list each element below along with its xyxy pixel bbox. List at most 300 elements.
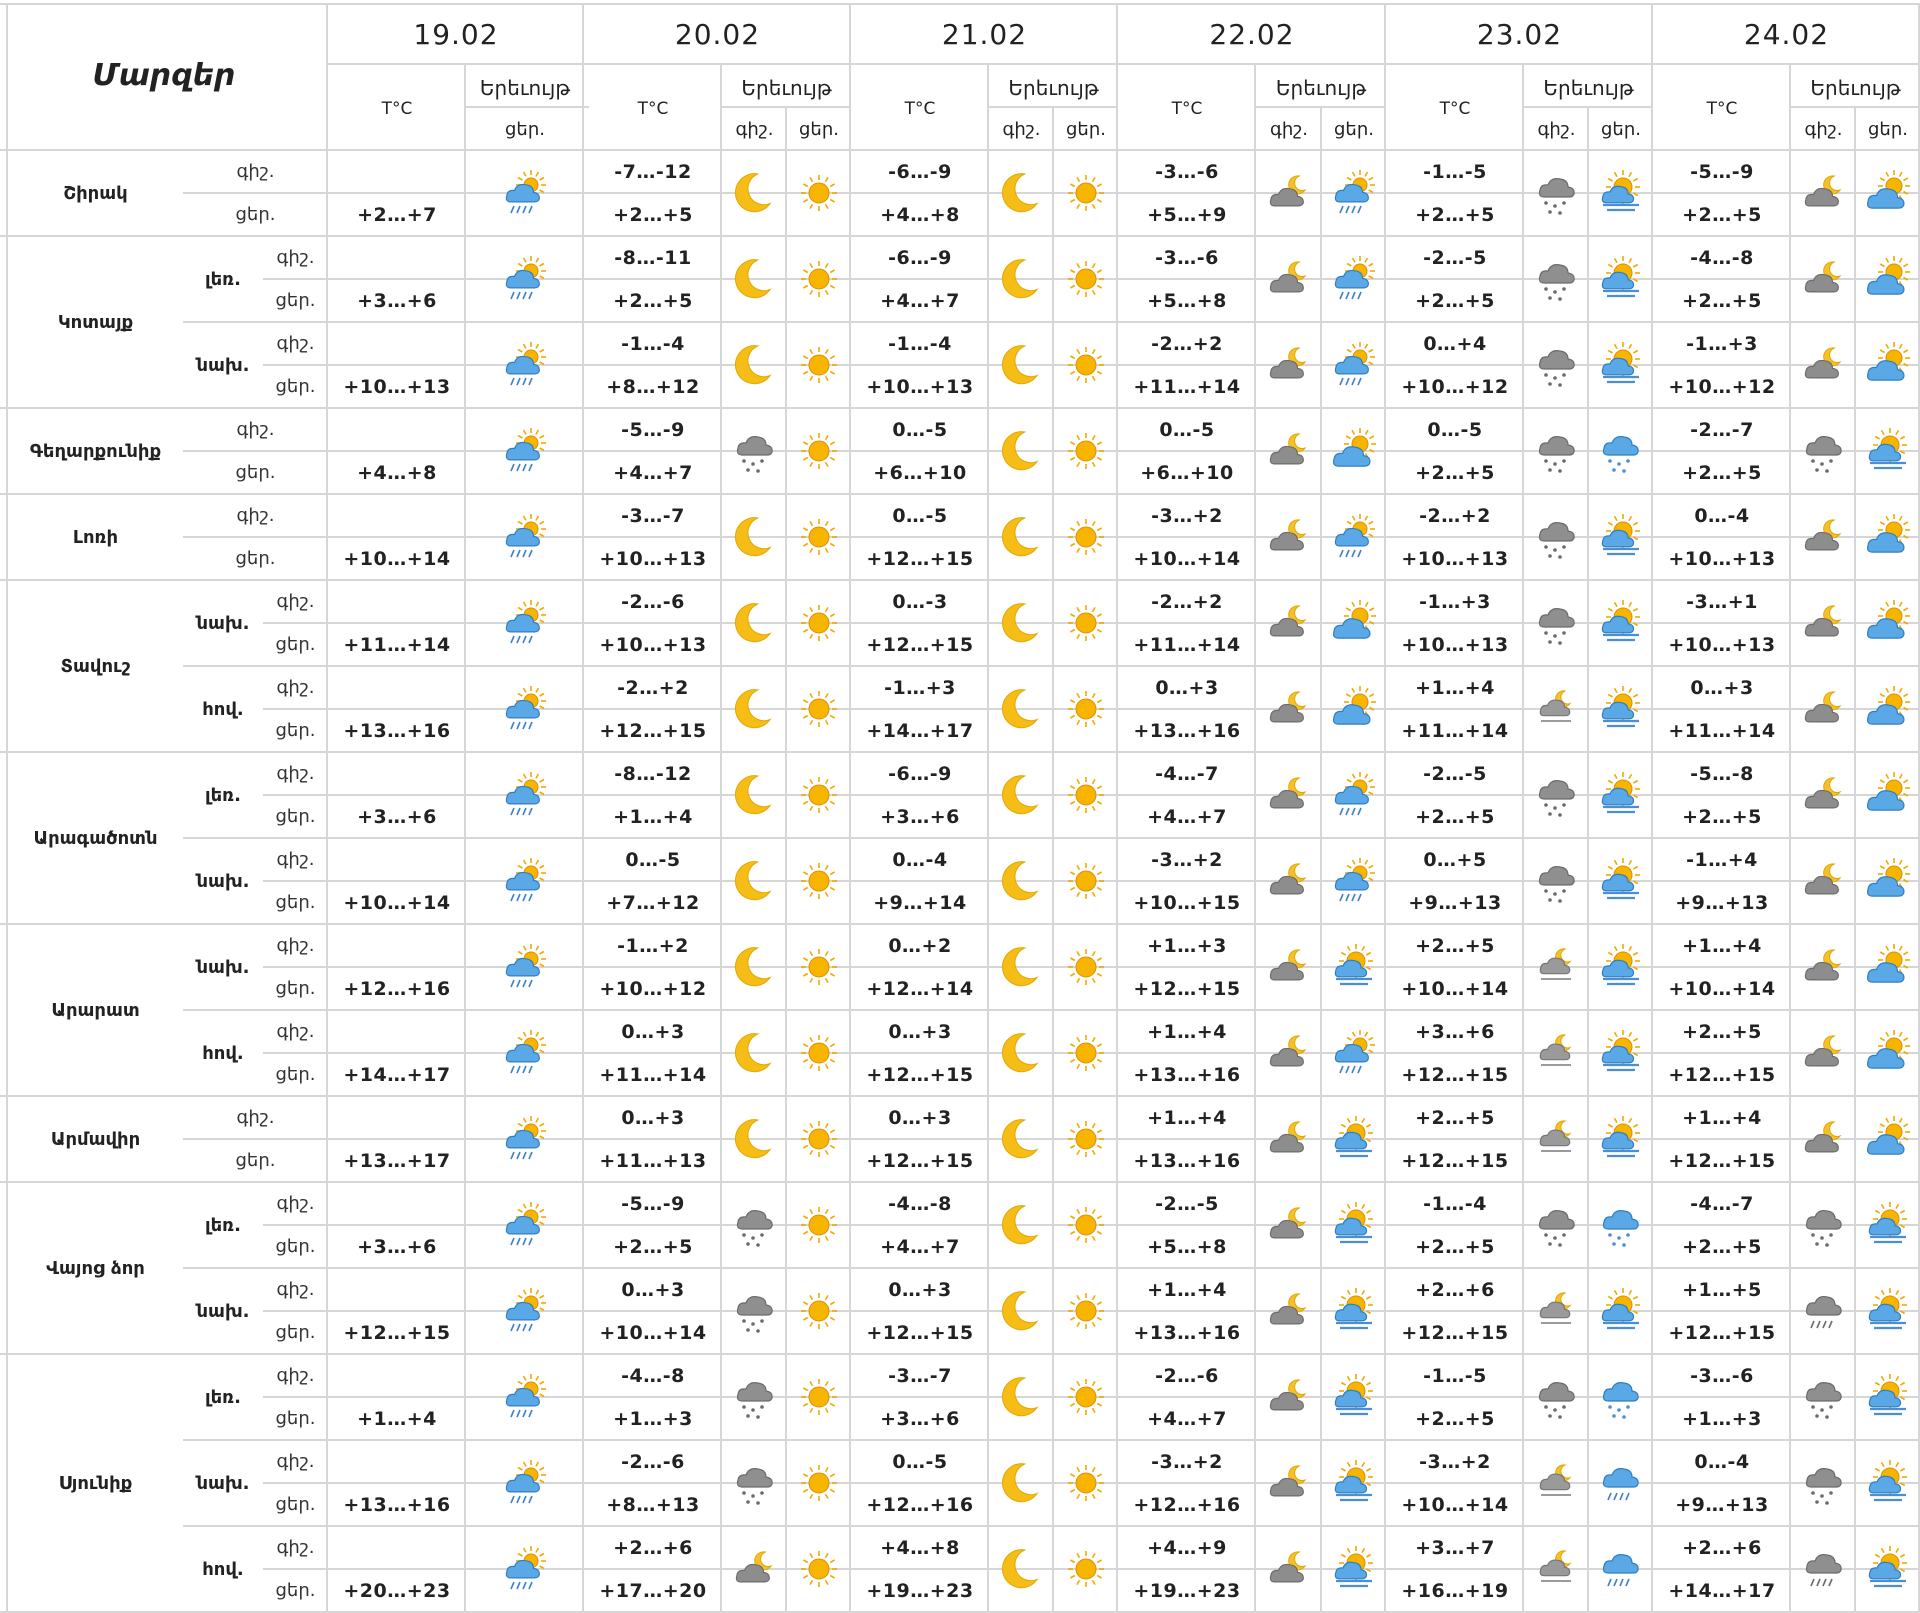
day-temperature: +2…+5 bbox=[613, 289, 693, 312]
sun-cloud-fog-icon bbox=[1595, 169, 1647, 217]
sun-icon bbox=[1060, 427, 1112, 475]
day-label: ցեր. bbox=[275, 1236, 316, 1257]
night-temperature: 0…+3 bbox=[621, 1278, 685, 1301]
night-temperature: -1…-5 bbox=[1423, 160, 1487, 183]
day-sub-header: ցեր. bbox=[1868, 118, 1908, 140]
day-temperature: +2…+5 bbox=[1415, 1407, 1495, 1430]
subregion-name: նախ. bbox=[196, 612, 250, 634]
day-label: ցեր. bbox=[275, 1408, 316, 1429]
night-temperature: -8…-11 bbox=[614, 246, 692, 269]
night-temperature: -4…-8 bbox=[888, 1192, 952, 1215]
night-temperature: 0…-5 bbox=[892, 504, 948, 527]
cloud-snow-icon bbox=[1798, 1201, 1850, 1249]
day-temperature: +1…+3 bbox=[613, 1407, 693, 1430]
sun-cloud-rain-icon bbox=[499, 1029, 551, 1077]
day-temperature: +4…+8 bbox=[357, 461, 437, 484]
day-temperature: +12…+15 bbox=[866, 1149, 974, 1172]
sun-icon bbox=[1060, 1201, 1112, 1249]
cloud-moon-icon bbox=[1263, 685, 1315, 733]
sun-cloud-icon bbox=[1862, 1115, 1914, 1163]
night-label: գիշ. bbox=[236, 419, 275, 440]
night-temperature: -3…-7 bbox=[888, 1364, 952, 1387]
moon-icon bbox=[729, 255, 781, 303]
day-label: ցեր. bbox=[275, 1322, 316, 1343]
day-temperature: +10…+13 bbox=[1668, 633, 1776, 656]
sun-cloud-fog-icon bbox=[1595, 943, 1647, 991]
day-temperature: +10…+13 bbox=[1668, 547, 1776, 570]
day-label: ցեր. bbox=[275, 1580, 316, 1601]
cloud-snow-icon bbox=[729, 1373, 781, 1421]
sun-cloud-rain-icon bbox=[499, 1373, 551, 1421]
sun-cloud-rain-icon bbox=[499, 341, 551, 389]
day-temperature: +12…+15 bbox=[1401, 1149, 1509, 1172]
day-temperature: +19…+23 bbox=[1133, 1579, 1241, 1602]
night-temperature: -1…-4 bbox=[888, 332, 952, 355]
sun-icon bbox=[1060, 857, 1112, 905]
cloud-snow-blue-icon bbox=[1595, 427, 1647, 475]
grid-line bbox=[1052, 106, 1054, 1612]
subregion-name: լեռ. bbox=[205, 268, 241, 290]
sun-cloud-rain-icon bbox=[499, 1115, 551, 1163]
sun-cloud-fog-icon bbox=[1595, 1287, 1647, 1335]
day-temperature: +16…+19 bbox=[1401, 1579, 1509, 1602]
cloud-moon-icon bbox=[1263, 1287, 1315, 1335]
day-temperature: +13…+16 bbox=[1133, 1321, 1241, 1344]
moon-icon bbox=[729, 341, 781, 389]
night-temperature: -2…-5 bbox=[1155, 1192, 1219, 1215]
night-temperature bbox=[328, 1182, 466, 1225]
cloud-moon-fog-icon bbox=[1531, 1545, 1583, 1593]
sun-cloud-icon bbox=[1862, 169, 1914, 217]
day-label: ցեր. bbox=[275, 720, 316, 741]
night-label: գիշ. bbox=[276, 1537, 315, 1558]
sun-cloud-rain-icon bbox=[499, 1287, 551, 1335]
day-label: ցեր. bbox=[275, 1064, 316, 1085]
cloud-moon-icon bbox=[1263, 771, 1315, 819]
night-label: գիշ. bbox=[276, 333, 315, 354]
sun-cloud-fog-icon bbox=[1328, 1459, 1380, 1507]
night-temperature bbox=[328, 924, 466, 967]
night-temperature: 0…+4 bbox=[1423, 332, 1487, 355]
cloud-snow-icon bbox=[729, 427, 781, 475]
sun-cloud-fog-icon bbox=[1328, 1373, 1380, 1421]
sun-cloud-rain-icon bbox=[499, 513, 551, 561]
day-temperature: +12…+15 bbox=[1133, 977, 1241, 1000]
day-label: ցեր. bbox=[275, 1494, 316, 1515]
cloud-snow-icon bbox=[1531, 341, 1583, 389]
cloud-moon-icon bbox=[1263, 857, 1315, 905]
day-temperature: +12…+14 bbox=[866, 977, 974, 1000]
subregion-name: լեռ. bbox=[205, 1214, 241, 1236]
cloud-moon-icon bbox=[1798, 1029, 1850, 1077]
sun-cloud-fog-icon bbox=[1328, 1201, 1380, 1249]
night-label: գիշ. bbox=[276, 1021, 315, 1042]
day-temperature: +12…+15 bbox=[1668, 1321, 1776, 1344]
date-header: 22.02 bbox=[1209, 17, 1295, 51]
night-temperature: -6…-9 bbox=[888, 762, 952, 785]
sun-icon bbox=[1060, 1459, 1112, 1507]
day-temperature: +12…+15 bbox=[866, 633, 974, 656]
night-temperature: -5…-9 bbox=[621, 1192, 685, 1215]
sun-icon bbox=[793, 427, 845, 475]
cloud-moon-icon bbox=[1798, 685, 1850, 733]
night-temperature: -3…+2 bbox=[1419, 1450, 1491, 1473]
night-temperature: -1…+2 bbox=[617, 934, 689, 957]
cloud-snow-blue-icon bbox=[1595, 1201, 1647, 1249]
day-temperature: +13…+17 bbox=[343, 1149, 451, 1172]
night-temperature: -4…-8 bbox=[1690, 246, 1754, 269]
night-temperature: +2…+6 bbox=[1415, 1278, 1495, 1301]
region-name: Տավուշ bbox=[60, 655, 131, 677]
phenomenon-header: Երեւույթ bbox=[1275, 76, 1367, 100]
day-temperature: +12…+16 bbox=[343, 977, 451, 1000]
subregion-name: լեռ. bbox=[205, 784, 241, 806]
moon-icon bbox=[996, 857, 1048, 905]
cloud-moon-icon bbox=[1798, 341, 1850, 389]
night-temperature: -2…-6 bbox=[1155, 1364, 1219, 1387]
moon-icon bbox=[996, 1459, 1048, 1507]
moon-icon bbox=[996, 771, 1048, 819]
day-temperature: +10…+14 bbox=[1401, 1493, 1509, 1516]
sun-icon bbox=[793, 771, 845, 819]
region-name: Արագածոտն bbox=[33, 827, 158, 849]
night-temperature bbox=[328, 1268, 466, 1311]
day-temperature: +10…+13 bbox=[599, 547, 707, 570]
region-name: Կոտայք bbox=[57, 311, 134, 333]
night-temperature bbox=[328, 838, 466, 881]
night-temperature: +2…+6 bbox=[1682, 1536, 1762, 1559]
night-temperature: +1…+4 bbox=[1147, 1278, 1227, 1301]
cloud-snow-icon bbox=[729, 1201, 781, 1249]
moon-icon bbox=[729, 857, 781, 905]
sun-cloud-icon bbox=[1862, 255, 1914, 303]
day-sub-header: ցեր. bbox=[505, 118, 545, 140]
day-temperature: +8…+12 bbox=[606, 375, 700, 398]
sun-cloud-icon bbox=[1862, 857, 1914, 905]
cloud-snow-icon bbox=[729, 1459, 781, 1507]
sun-cloud-icon bbox=[1862, 685, 1914, 733]
cloud-moon-icon bbox=[1263, 1373, 1315, 1421]
sun-cloud-icon bbox=[1862, 943, 1914, 991]
sun-cloud-rain-icon bbox=[499, 1201, 551, 1249]
cloud-moon-icon bbox=[1798, 599, 1850, 647]
sun-cloud-fog-icon bbox=[1595, 599, 1647, 647]
night-temperature bbox=[328, 236, 466, 279]
night-label: գիշ. bbox=[276, 849, 315, 870]
subregion-name: նախ. bbox=[196, 1300, 250, 1322]
day-temperature: +2…+5 bbox=[1415, 805, 1495, 828]
day-temperature: +12…+15 bbox=[866, 547, 974, 570]
cloud-moon-icon bbox=[1263, 943, 1315, 991]
cloud-moon-icon bbox=[729, 1545, 781, 1593]
subregion-name: նախ. bbox=[196, 870, 250, 892]
date-header: 24.02 bbox=[1743, 17, 1830, 51]
moon-icon bbox=[996, 1029, 1048, 1077]
sun-cloud-rain-icon bbox=[1328, 857, 1380, 905]
moon-icon bbox=[996, 1287, 1048, 1335]
sun-icon bbox=[1060, 599, 1112, 647]
day-temperature: +20…+23 bbox=[343, 1579, 451, 1602]
night-temperature: 0…-5 bbox=[1427, 418, 1483, 441]
grid-line bbox=[1854, 106, 1856, 1612]
cloud-snow-icon bbox=[1798, 1459, 1850, 1507]
sun-cloud-fog-icon bbox=[1862, 427, 1914, 475]
night-temperature bbox=[328, 1440, 466, 1483]
sun-cloud-icon bbox=[1328, 685, 1380, 733]
night-label: գիշ. bbox=[276, 763, 315, 784]
cloud-moon-icon bbox=[1798, 771, 1850, 819]
day-temperature: +11…+14 bbox=[1401, 719, 1509, 742]
day-temperature: +5…+8 bbox=[1147, 1235, 1227, 1258]
day-temperature: +12…+15 bbox=[343, 1321, 451, 1344]
night-temperature: -3…+1 bbox=[1686, 590, 1758, 613]
night-temperature bbox=[328, 752, 466, 795]
night-temperature: +4…+9 bbox=[1147, 1536, 1227, 1559]
sun-icon bbox=[793, 169, 845, 217]
cloud-moon-fog-icon bbox=[1531, 1459, 1583, 1507]
night-label: գիշ. bbox=[236, 161, 275, 182]
sun-cloud-rain-icon bbox=[499, 771, 551, 819]
day-temperature: +2…+7 bbox=[357, 203, 437, 226]
cloud-moon-fog-icon bbox=[1531, 685, 1583, 733]
night-temperature: -1…-4 bbox=[1423, 1192, 1487, 1215]
night-temperature: 0…-4 bbox=[1694, 1450, 1750, 1473]
phenomenon-header: Երեւույթ bbox=[1543, 76, 1634, 100]
cloud-moon-fog-icon bbox=[1531, 943, 1583, 991]
night-sub-header: գիշ. bbox=[735, 118, 774, 140]
day-label: ցեր. bbox=[235, 204, 276, 225]
day-temperature: +9…+13 bbox=[1675, 1493, 1769, 1516]
sun-cloud-fog-icon bbox=[1862, 1459, 1914, 1507]
day-temperature: +11…+14 bbox=[1133, 633, 1241, 656]
moon-icon bbox=[729, 599, 781, 647]
day-temperature: +1…+4 bbox=[357, 1407, 437, 1430]
day-temperature: +12…+15 bbox=[866, 1321, 974, 1344]
night-temperature: -4…-8 bbox=[621, 1364, 685, 1387]
grid-line bbox=[466, 106, 589, 108]
night-label: գիշ. bbox=[236, 1107, 275, 1128]
night-temperature: -2…-7 bbox=[1690, 418, 1754, 441]
sun-cloud-fog-icon bbox=[1595, 771, 1647, 819]
day-temperature: +3…+6 bbox=[880, 805, 960, 828]
cloud-snow-icon bbox=[1531, 427, 1583, 475]
day-temperature: +9…+13 bbox=[1408, 891, 1502, 914]
night-label: գիշ. bbox=[276, 591, 315, 612]
sun-cloud-icon bbox=[1862, 1029, 1914, 1077]
sun-cloud-icon bbox=[1862, 513, 1914, 561]
sun-icon bbox=[793, 599, 845, 647]
night-label: գիշ. bbox=[276, 1451, 315, 1472]
moon-icon bbox=[996, 685, 1048, 733]
grid-line bbox=[328, 63, 1920, 65]
date-header: 23.02 bbox=[1476, 17, 1563, 51]
day-temperature: +12…+15 bbox=[1401, 1321, 1509, 1344]
day-temperature: +2…+5 bbox=[1682, 203, 1762, 226]
cloud-snow-icon bbox=[1531, 857, 1583, 905]
date-header: 20.02 bbox=[674, 17, 761, 51]
region-name: Վայոց ձոր bbox=[46, 1257, 145, 1279]
night-temperature: -4…-7 bbox=[1155, 762, 1219, 785]
sun-icon bbox=[793, 1029, 845, 1077]
sun-icon bbox=[793, 341, 845, 389]
night-temperature: 0…-5 bbox=[1159, 418, 1215, 441]
day-temperature: +13…+16 bbox=[343, 719, 451, 742]
phenomenon-header: Երեւույթ bbox=[1810, 76, 1901, 100]
sun-cloud-rain-icon bbox=[499, 943, 551, 991]
temp-column-header: T°C bbox=[904, 99, 936, 119]
phenomenon-header: Երեւույթ bbox=[741, 76, 832, 100]
cloud-moon-icon bbox=[1263, 1459, 1315, 1507]
region-name: Գեղարքունիք bbox=[29, 440, 162, 462]
day-temperature: +11…+14 bbox=[343, 633, 451, 656]
day-temperature: +12…+15 bbox=[866, 1063, 974, 1086]
region-name: Արարատ bbox=[51, 999, 140, 1021]
night-temperature: 0…+3 bbox=[621, 1020, 685, 1043]
cloud-moon-fog-icon bbox=[1531, 1115, 1583, 1163]
day-temperature: +3…+6 bbox=[357, 1235, 437, 1258]
night-temperature: 0…-3 bbox=[892, 590, 948, 613]
day-temperature: +14…+17 bbox=[1668, 1579, 1776, 1602]
night-temperature: 0…-5 bbox=[892, 1450, 948, 1473]
cloud-moon-icon bbox=[1263, 1201, 1315, 1249]
sun-cloud-fog-icon bbox=[1862, 1201, 1914, 1249]
day-sub-header: ցեր. bbox=[799, 118, 839, 140]
sun-icon bbox=[793, 685, 845, 733]
day-temperature: +2…+5 bbox=[1682, 461, 1762, 484]
day-temperature: +9…+13 bbox=[1675, 891, 1769, 914]
day-temperature: +2…+5 bbox=[1415, 1235, 1495, 1258]
moon-icon bbox=[729, 1029, 781, 1077]
night-label: գիշ. bbox=[236, 505, 275, 526]
day-temperature: +13…+16 bbox=[1133, 719, 1241, 742]
cloud-snow-icon bbox=[1531, 1373, 1583, 1421]
sun-cloud-icon bbox=[1862, 341, 1914, 389]
day-temperature: +10…+14 bbox=[599, 1321, 707, 1344]
night-temperature bbox=[328, 408, 466, 451]
night-temperature: -5…-9 bbox=[1690, 160, 1754, 183]
day-temperature: +7…+12 bbox=[606, 891, 700, 914]
sun-cloud-rain-icon bbox=[499, 599, 551, 647]
day-temperature: +1…+3 bbox=[1682, 1407, 1762, 1430]
night-temperature: -7…-12 bbox=[614, 160, 692, 183]
day-temperature: +4…+7 bbox=[880, 1235, 960, 1258]
night-temperature: 0…+3 bbox=[621, 1106, 685, 1129]
night-temperature: -1…-5 bbox=[1423, 1364, 1487, 1387]
cloud-moon-icon bbox=[1263, 513, 1315, 561]
day-temperature: +11…+13 bbox=[599, 1149, 707, 1172]
sun-cloud-rain-icon bbox=[499, 427, 551, 475]
night-temperature: -2…+2 bbox=[1151, 332, 1223, 355]
day-temperature: +2…+5 bbox=[1682, 1235, 1762, 1258]
cloud-rain-blue-icon bbox=[1595, 1545, 1647, 1593]
sun-cloud-rain-icon bbox=[499, 169, 551, 217]
night-temperature: +1…+4 bbox=[1682, 934, 1762, 957]
subregion-name: լեռ. bbox=[205, 1386, 241, 1408]
moon-icon bbox=[729, 1115, 781, 1163]
moon-icon bbox=[729, 685, 781, 733]
sun-cloud-icon bbox=[1862, 771, 1914, 819]
sun-icon bbox=[1060, 1029, 1112, 1077]
day-temperature: +11…+14 bbox=[599, 1063, 707, 1086]
night-temperature: +3…+7 bbox=[1415, 1536, 1495, 1559]
day-temperature: +12…+15 bbox=[599, 719, 707, 742]
night-temperature: -8…-12 bbox=[614, 762, 692, 785]
sun-icon bbox=[1060, 1287, 1112, 1335]
day-temperature: +9…+14 bbox=[873, 891, 967, 914]
night-temperature bbox=[328, 1526, 466, 1569]
night-temperature: -1…+3 bbox=[1686, 332, 1758, 355]
sun-icon bbox=[793, 1201, 845, 1249]
cloud-moon-icon bbox=[1263, 255, 1315, 303]
cloud-rain-grey-icon bbox=[1798, 1545, 1850, 1593]
night-temperature: -3…+2 bbox=[1151, 1450, 1223, 1473]
cloud-moon-icon bbox=[1263, 169, 1315, 217]
grid-line bbox=[0, 3, 1920, 5]
sun-icon bbox=[793, 1373, 845, 1421]
phenomenon-header: Երեւույթ bbox=[1008, 76, 1099, 100]
sun-cloud-rain-icon bbox=[499, 685, 551, 733]
day-sub-header: ցեր. bbox=[1601, 118, 1641, 140]
cloud-moon-icon bbox=[1263, 1545, 1315, 1593]
cloud-moon-fog-icon bbox=[1531, 1029, 1583, 1077]
night-temperature: -3…-7 bbox=[621, 504, 685, 527]
sun-cloud-fog-icon bbox=[1862, 1287, 1914, 1335]
day-temperature: +12…+16 bbox=[866, 1493, 974, 1516]
day-temperature: +10…+13 bbox=[1401, 633, 1509, 656]
sun-cloud-rain-icon bbox=[1328, 255, 1380, 303]
night-temperature: 0…+3 bbox=[888, 1020, 952, 1043]
day-temperature: +5…+8 bbox=[1147, 289, 1227, 312]
cloud-moon-icon bbox=[1798, 513, 1850, 561]
region-name: Լոռի bbox=[72, 526, 119, 548]
sun-cloud-rain-icon bbox=[499, 1545, 551, 1593]
temp-column-header: T°C bbox=[1171, 99, 1203, 119]
sun-icon bbox=[793, 1287, 845, 1335]
sun-icon bbox=[793, 1545, 845, 1593]
day-sub-header: ցեր. bbox=[1066, 118, 1106, 140]
moon-icon bbox=[996, 599, 1048, 647]
sun-icon bbox=[1060, 1545, 1112, 1593]
night-temperature bbox=[328, 1354, 466, 1397]
night-temperature: -2…-5 bbox=[1423, 246, 1487, 269]
grid-line bbox=[785, 106, 787, 1612]
day-temperature: +4…+7 bbox=[1147, 1407, 1227, 1430]
day-temperature: +10…+14 bbox=[1668, 977, 1776, 1000]
day-temperature: +14…+17 bbox=[866, 719, 974, 742]
moon-icon bbox=[996, 1201, 1048, 1249]
sun-cloud-icon bbox=[1328, 427, 1380, 475]
night-label: գիշ. bbox=[276, 1193, 315, 1214]
day-temperature: +10…+15 bbox=[1133, 891, 1241, 914]
day-temperature: +4…+7 bbox=[613, 461, 693, 484]
day-temperature: +10…+13 bbox=[343, 375, 451, 398]
sun-cloud-fog-icon bbox=[1595, 341, 1647, 389]
night-temperature: +2…+5 bbox=[1415, 934, 1495, 957]
sun-icon bbox=[1060, 771, 1112, 819]
sun-icon bbox=[1060, 341, 1112, 389]
sun-icon bbox=[793, 255, 845, 303]
date-header: 19.02 bbox=[413, 17, 499, 51]
night-temperature: +1…+5 bbox=[1682, 1278, 1762, 1301]
sun-cloud-rain-icon bbox=[1328, 1029, 1380, 1077]
night-temperature: -2…-6 bbox=[621, 590, 685, 613]
day-temperature: +12…+15 bbox=[1668, 1149, 1776, 1172]
night-temperature: -3…+2 bbox=[1151, 848, 1223, 871]
night-temperature: -6…-9 bbox=[888, 246, 952, 269]
day-temperature: +13…+16 bbox=[1133, 1063, 1241, 1086]
night-temperature bbox=[328, 322, 466, 365]
night-temperature: 0…+2 bbox=[888, 934, 952, 957]
